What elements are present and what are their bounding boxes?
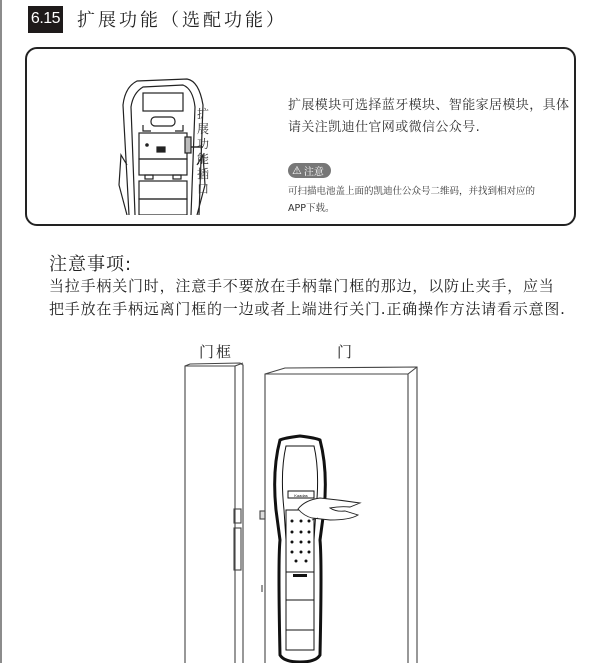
notice-badge-label: 注意 xyxy=(303,167,324,178)
section-title: 扩展功能（选配功能） xyxy=(77,10,287,31)
notice-text: 可扫描电池盖上面的凯迪仕公众号二维码，并找到相对应的APP下载。 xyxy=(288,186,536,214)
caution-body: 当拉手柄关门时，注意手不要放在手柄靠门框的那边，以防止夹手，应当把手放在手柄远离门框的一边或者上端进行关门.正确操作方法请看示意图. xyxy=(49,277,566,318)
lock-back-panel-illustration xyxy=(107,65,257,215)
section-header xyxy=(28,4,287,34)
door-frame-label: 门框 xyxy=(199,343,234,361)
notice-badge xyxy=(288,163,331,178)
section-number-badge: 6.15 xyxy=(28,6,63,33)
expansion-description: 扩展模块可选择蓝牙模块、智能家居模块，具体请关注凯迪仕官网或微信公众号. xyxy=(288,98,570,135)
door-label: 门 xyxy=(337,343,353,361)
warning-triangle-icon: ⚠ xyxy=(292,164,302,177)
svg-text:Kaadas: Kaadas xyxy=(294,493,308,498)
expansion-feature-box xyxy=(25,47,576,226)
smart-lock-illustration xyxy=(275,436,326,662)
door-handle-diagram xyxy=(180,360,420,663)
expansion-port-callout: 扩展功能插口 xyxy=(197,107,210,196)
door-frame-illustration xyxy=(185,363,243,663)
hand-illustration xyxy=(298,498,360,520)
page-left-rule xyxy=(0,0,2,663)
caution-heading: 注意事项: xyxy=(49,254,133,275)
